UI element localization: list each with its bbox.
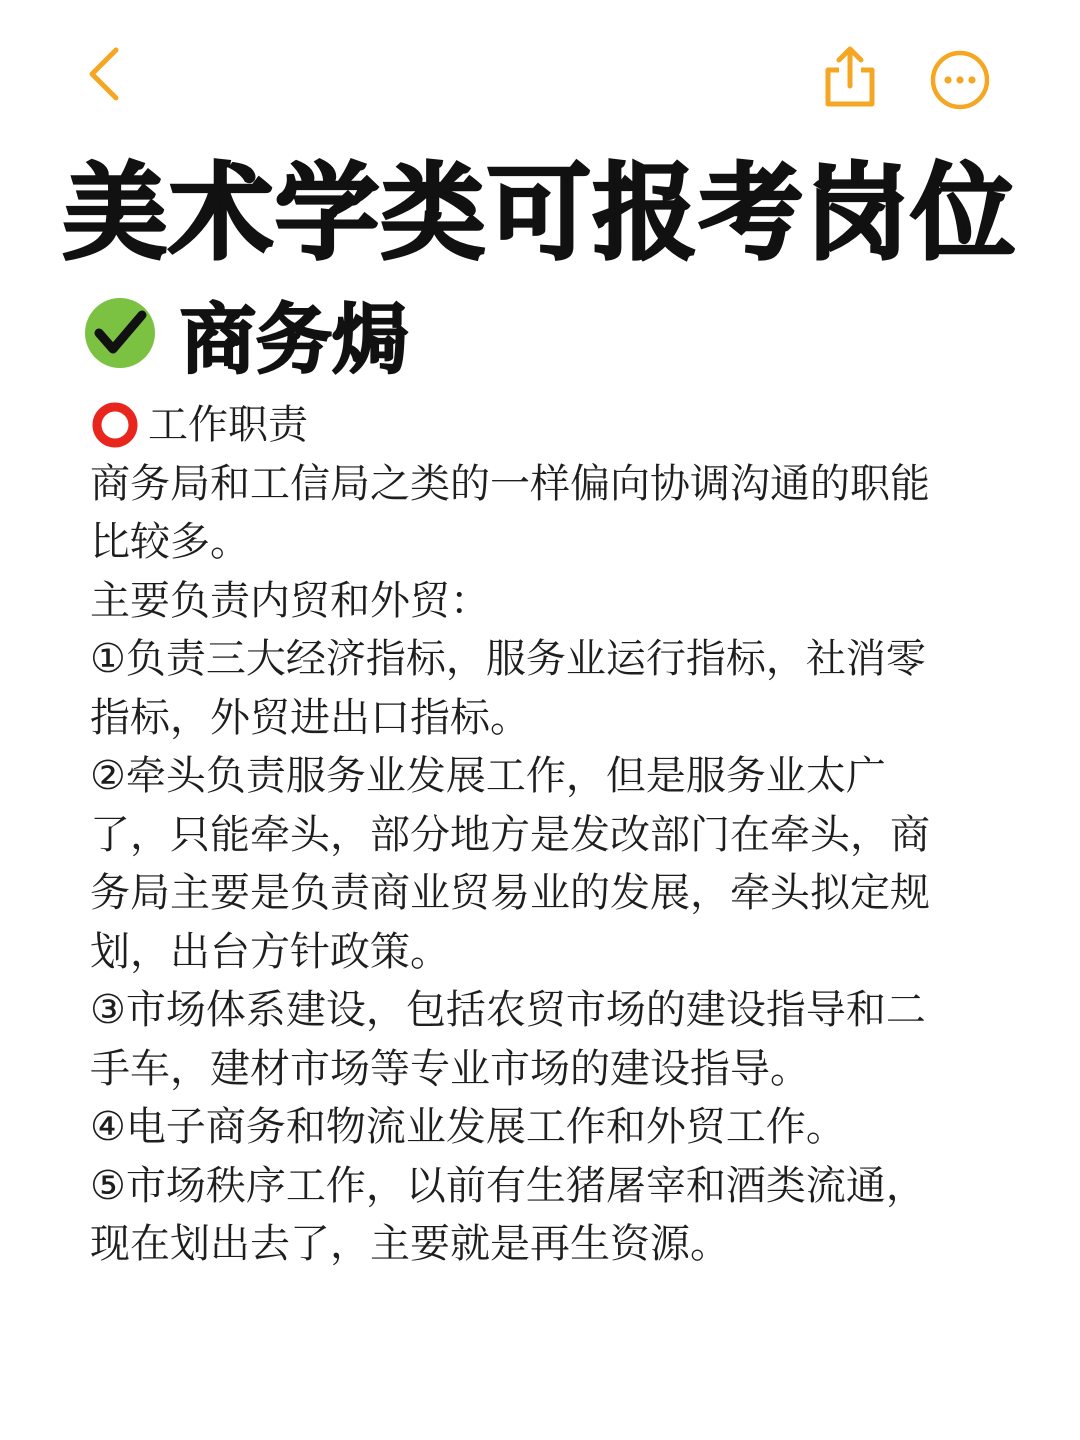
- paragraph-main-duties: 主要负责内贸和外贸：: [90, 577, 490, 624]
- article-body: [90, 396, 990, 1274]
- top-nav-bar: [0, 0, 1080, 150]
- share-button[interactable]: [822, 44, 878, 110]
- paragraph-item-3: ③市场体系建设，包括农贸市场的建设指导和二 手车，建材市场等专业市场的建设指导。: [90, 987, 926, 1092]
- paragraph-intro: 商务局和工信局之类的一样偏向协调沟通的职能 比较多。: [90, 460, 930, 565]
- check-mark-icon: [82, 295, 158, 371]
- chevron-left-icon: [78, 40, 138, 104]
- section-header: [82, 288, 408, 384]
- more-options-button[interactable]: [928, 48, 992, 112]
- paragraph-item-2: ②牵头负责服务业发展工作，但是服务业太广 了，只能牵头，部分地方是发改部门在牵头，商 务局主要是负责商业贸易业的发展，牵头拟定规 划，出台方针政策。: [90, 753, 930, 975]
- paragraph-item-1: ①负责三大经济指标，服务业运行指标，社消零 指标，外贸进出口指标。: [90, 636, 926, 741]
- duty-heading: [90, 396, 990, 455]
- duty-heading-label: 工作职责: [148, 402, 308, 448]
- page-title: 美术学类可报考岗位: [62, 152, 1017, 274]
- share-icon: [822, 44, 878, 110]
- paragraph-item-5: ⑤市场秩序工作，以前有生猪屠宰和酒类流通， 现在划出去了，主要就是再生资源。: [90, 1162, 926, 1267]
- hollow-red-circle-icon: [90, 400, 140, 450]
- back-button[interactable]: [78, 40, 138, 104]
- paragraph-item-4: ④电子商务和物流业发展工作和外贸工作。: [90, 1104, 846, 1150]
- more-icon: [928, 48, 992, 112]
- section-title: 商务焗: [180, 294, 408, 384]
